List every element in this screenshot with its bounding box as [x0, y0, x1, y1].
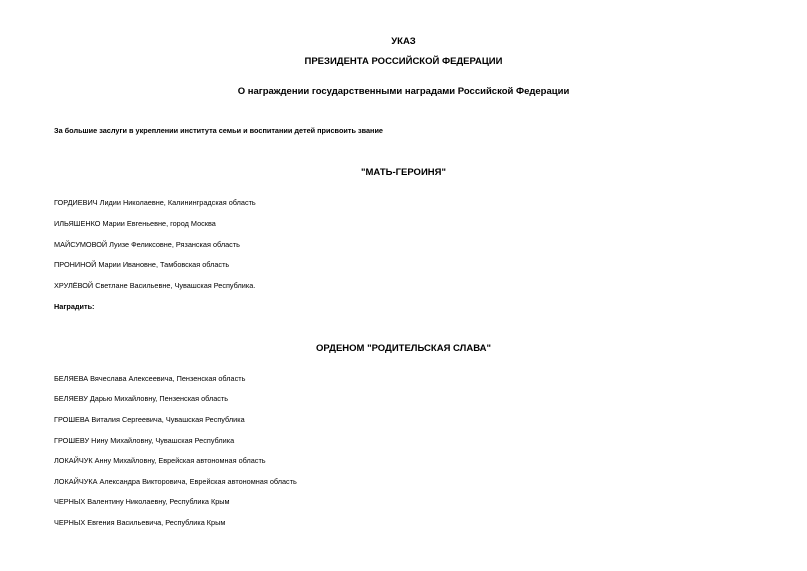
section2-heading: ОРДЕНОМ "РОДИТЕЛЬСКАЯ СЛАВА"	[316, 343, 491, 354]
section1-list-item: ГОРДИЕВИЧ Лидии Николаевне, Калининградская область	[54, 198, 256, 207]
award-label: Наградить:	[54, 302, 95, 311]
section2-list-item: ЛОКАЙЧУК Анну Михайловну, Еврейская автономная область	[54, 456, 266, 465]
section1-list-item: ИЛЬЯШЕНКО Марии Евгеньевне, город Москва	[54, 219, 216, 228]
section2-list-item: ЧЕРНЫХ Валентину Николаевну, Республика Крым	[54, 497, 230, 506]
section1-list-item: ПРОНИНОЙ Марии Ивановне, Тамбовская область	[54, 260, 230, 269]
document-issuer: ПРЕЗИДЕНТА РОССИЙСКОЙ ФЕДЕРАЦИИ	[304, 56, 503, 67]
intro-paragraph: За большие заслуги в укреплении института семьи и воспитании детей присвоить звание	[54, 126, 383, 135]
section2-list-item: БЕЛЯЕВА Вячеслава Алексеевича, Пензенская область	[54, 374, 246, 383]
document-subject: О награждении государственными наградами Российской Федерации	[237, 86, 570, 97]
section1-list-item: МАЙСУМОВОЙ Луизе Феликсовне, Рязанская область	[54, 240, 240, 249]
section2-list-item: ЧЕРНЫХ Евгения Васильевича, Республика Крым	[54, 518, 226, 527]
document-title: УКАЗ	[391, 36, 416, 47]
section2-list-item: ЛОКАЙЧУКА Александра Викторовича, Еврейская автономная область	[54, 477, 297, 486]
section2-list-item: ГРОШЕВУ Нину Михайловну, Чувашская Республика	[54, 436, 235, 445]
section2-list-item: БЕЛЯЕВУ Дарью Михайловну, Пензенская область	[54, 394, 229, 403]
section1-heading: "МАТЬ-ГЕРОИНЯ"	[361, 167, 446, 178]
section2-list-item: ГРОШЕВА Виталия Сергеевича, Чувашская Республика	[54, 415, 245, 424]
section1-list-item: ХРУЛЁВОЙ Светлане Васильевне, Чувашская Республика.	[54, 281, 256, 290]
